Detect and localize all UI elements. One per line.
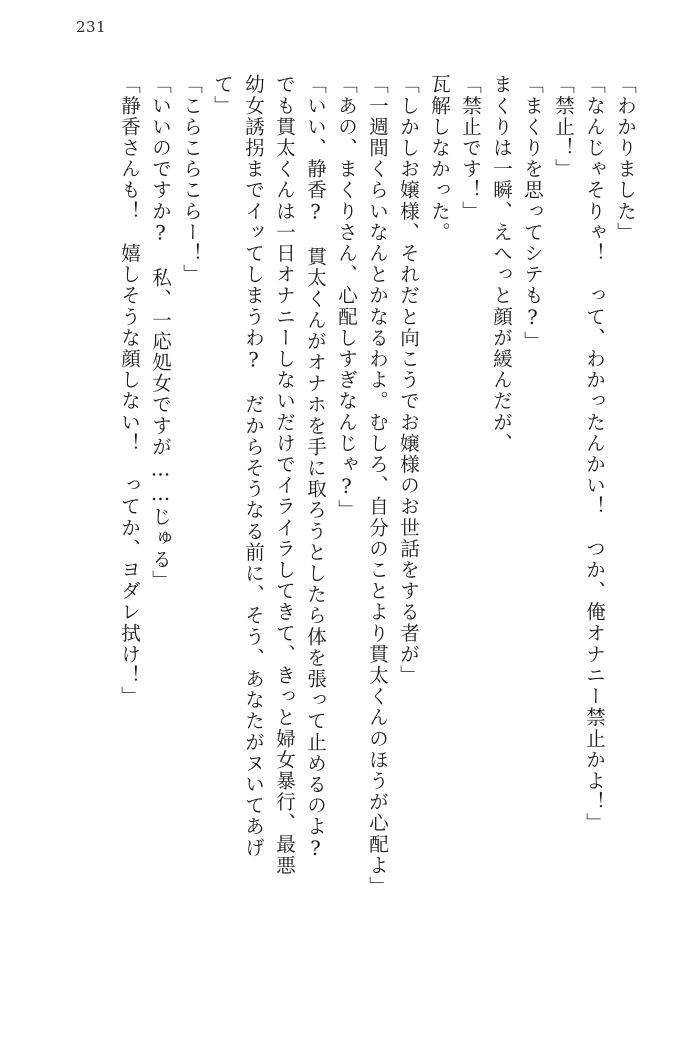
text-line: まくりは一瞬、えへっと顔が緩んだが、 — [490, 74, 513, 454]
text-line: 「禁止！」 — [552, 74, 575, 180]
text-line: て」 — [211, 74, 234, 117]
text-line: 「こらこらこらー！」 — [180, 74, 203, 285]
text-line: 幼女誘拐までイッてしまうわ? だからそうなる前に、そう、あなたがヌいてあげ — [242, 74, 265, 859]
text-line: 瓦解しなかった。 — [428, 74, 451, 243]
text-line: 「あの、まくりさん、心配しすぎなんじゃ?」 — [335, 74, 358, 521]
text-line: 「なんじゃそりゃ！ って、わかったんかい！ つか、俺オナニー禁止かよ！」 — [583, 74, 606, 834]
text-line: 「まくりを思ってシテも?」 — [521, 74, 544, 352]
text-line: でも貫太くんは一日オナニーしないだけでイライラしてきて、きっと婦女暴行、最悪 — [273, 74, 296, 876]
text-line: 「一週間くらいなんとかなるわよ。むしろ、自分のことより貫太くんのほうが心配よ」 — [366, 74, 389, 897]
text-line: 「禁止です！」 — [459, 74, 482, 222]
text-line: 「静香さんも！ 嬉しそうな顔しない！ ってか、ヨダレ拭け！」 — [118, 74, 141, 707]
text-line: 「いい、静香? 貫太くんがオナホを手に取ろうとしたら体を張って止めるのよ? — [304, 74, 327, 862]
text-line: 「しかしお嬢様、それだと向こうでお嬢様のお世話をする者が」 — [397, 74, 420, 686]
text-line: 「わかりました」 — [614, 74, 637, 243]
text-line: 「いいのですか? 私、一応処女ですが……じゅる」 — [149, 74, 172, 591]
page-number: 231 — [76, 18, 107, 36]
vertical-text-body — [40, 74, 635, 1004]
